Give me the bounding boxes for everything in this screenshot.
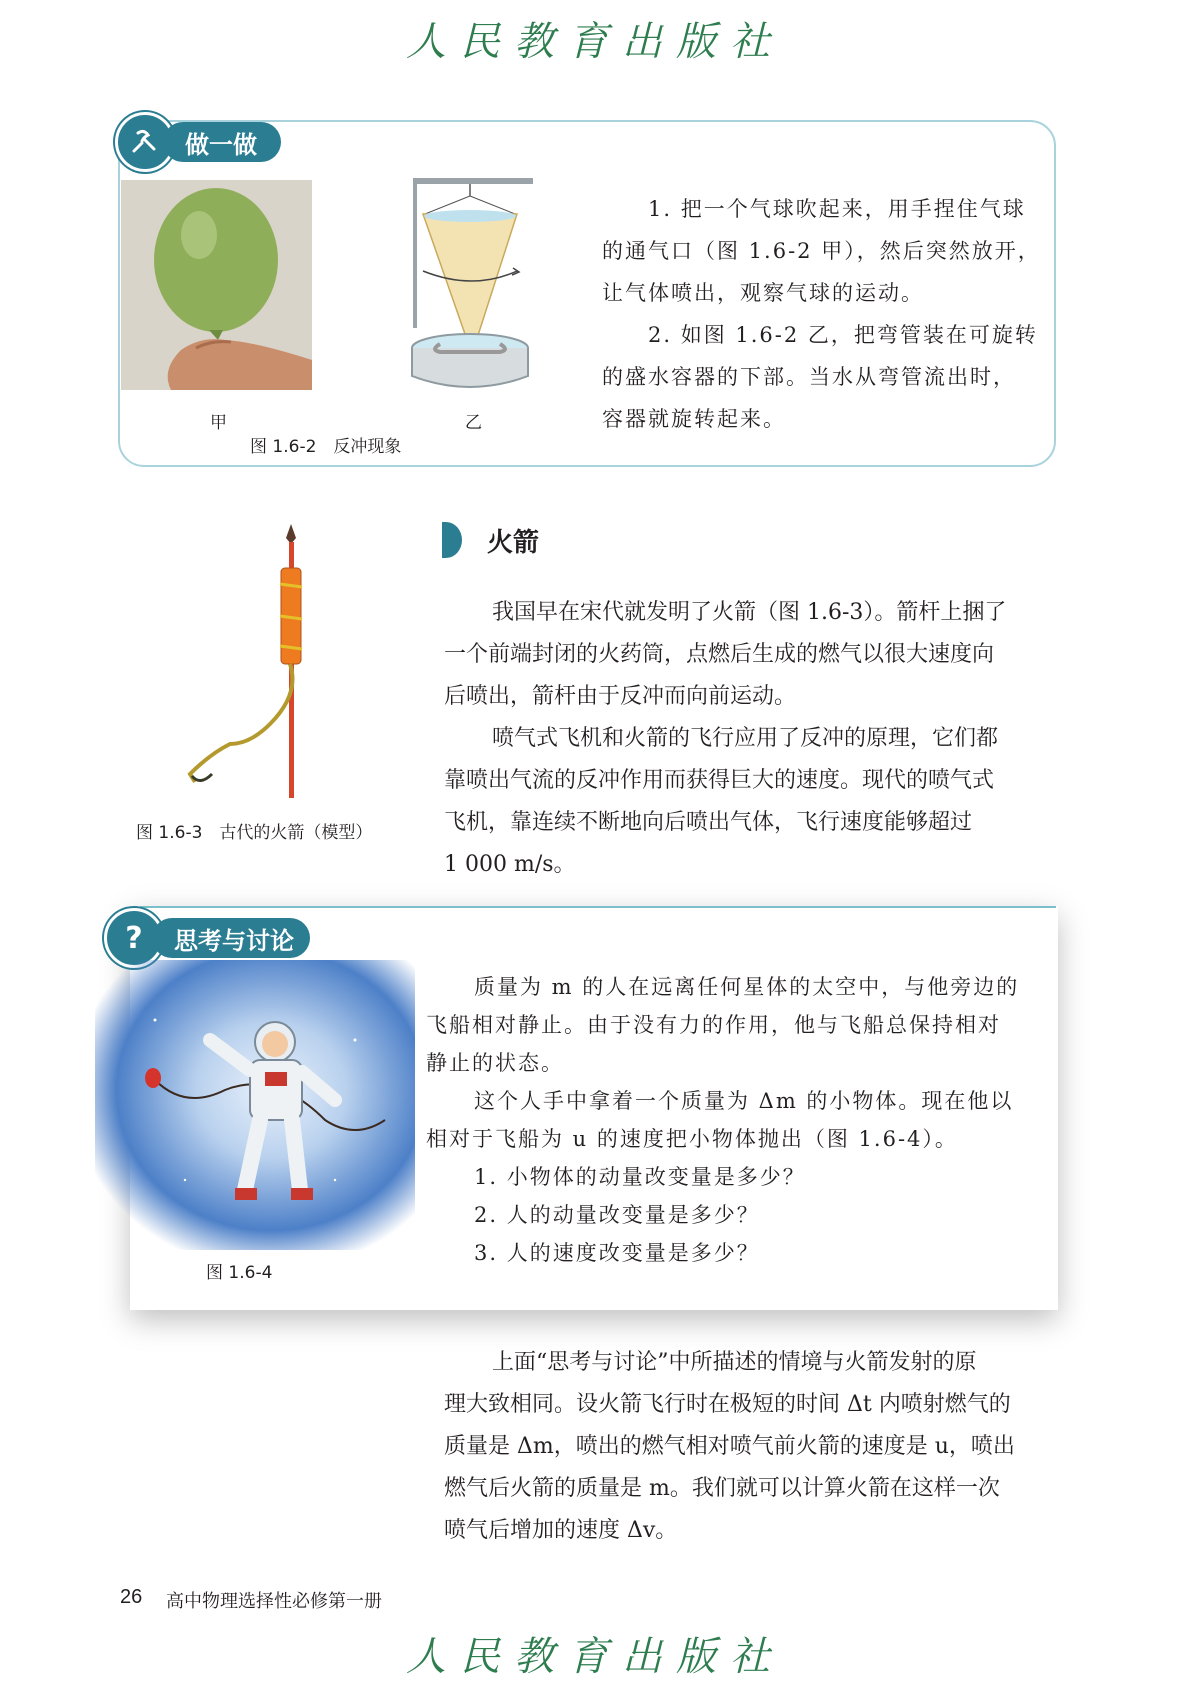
rocket-line: 一个前端封闭的火药筒，点燃后生成的燃气以很大速度向 [444,642,995,667]
rocket-line: 喷气式飞机和火箭的飞行应用了反冲的原理，它们都 [492,726,999,751]
figure-1-6-2-caption: 图 1.6-2 反冲现象 [250,437,402,457]
discussion-text [426,968,1046,1272]
discussion-line: 相对于飞船为 u 的速度把小物体抛出（图 1.6-4）。 [426,1127,958,1151]
rocket-text [444,592,1064,886]
book-title: 高中物理选择性必修第一册 [166,1591,382,1612]
figure-1-6-4-caption: 图 1.6-4 [206,1263,273,1283]
page-number: 26 [120,1586,143,1608]
section-title-rocket: 火箭 [487,528,540,558]
ancient-rocket-illustration [170,524,320,800]
rocket-line: 我国早在宋代就发明了火箭（图 1.6-3）。箭杆上捆了 [492,600,1007,625]
activity-line: 的通气口（图 1.6-2 甲），然后突然放开， [602,239,1041,263]
activity-tag [115,112,281,172]
closing-line: 上面“思考与讨论”中所描述的情境与火箭发射的原 [492,1350,977,1375]
activity-text [602,188,1042,440]
discussion-line: 飞船相对静止。由于没有力的作用，他与飞船总保持相对 [426,1013,1001,1037]
closing-line: 理大致相同。设火箭飞行时在极短的时间 Δt 内喷射燃气的 [444,1392,1011,1417]
svg-text:?: ? [125,921,143,955]
rocket-line: 后喷出，箭杆由于反冲而向前运动。 [444,684,797,709]
discussion-line: 质量为 m 的人在远离任何星体的太空中，与他旁边的 [474,975,1020,999]
figure-1-6-3-caption: 图 1.6-3 古代的火箭（模型） [136,823,373,843]
discussion-tag [104,908,310,968]
closing-line: 燃气后火箭的质量是 m。我们就可以计算火箭在这样一次 [444,1476,1000,1501]
publisher-mark-footer: 人民教育出版社 [406,1634,784,1680]
activity-line: 1. 把一个气球吹起来，用手捏住气球 [648,197,1026,221]
activity-line: 2. 如图 1.6-2 乙，把弯管装在可旋转 [648,323,1038,347]
rocket-line: 靠喷出气流的反冲作用而获得巨大的速度。现代的喷气式 [444,768,995,793]
rocket-line: 飞机，靠连续不断地向后喷出气体，飞行速度能够超过 [444,810,973,835]
activity-tag-label: 做一做 [163,122,281,162]
closing-line: 喷气后增加的速度 Δv。 [444,1518,678,1543]
discussion-line: 静止的状态。 [426,1051,564,1075]
discussion-tag-label: 思考与讨论 [152,918,310,958]
section-marker-icon [442,522,462,558]
discussion-question: 2. 人的动量改变量是多少？ [474,1203,760,1227]
rotating-container-illustration [405,176,535,394]
balloon-photo [121,180,312,390]
activity-line: 容器就旋转起来。 [602,407,786,431]
astronaut-illustration [95,960,415,1250]
figure-label-a: 甲 [210,413,227,433]
rocket-line: 1 000 m/s。 [444,852,576,877]
discussion-question: 1. 小物体的动量改变量是多少？ [474,1165,806,1189]
activity-line: 让气体喷出，观察气球的运动。 [602,281,924,305]
publisher-mark-header: 人民教育出版社 [406,19,784,65]
discussion-question: 3. 人的速度改变量是多少？ [474,1241,760,1265]
figure-label-b: 乙 [465,413,482,433]
closing-text [444,1342,1064,1552]
activity-line: 的盛水容器的下部。当水从弯管流出时， [602,365,1016,389]
closing-line: 质量是 Δm，喷出的燃气相对喷气前火箭的速度是 u，喷出 [444,1434,1015,1459]
discussion-line: 这个人手中拿着一个质量为 Δm 的小物体。现在他以 [474,1089,1014,1113]
